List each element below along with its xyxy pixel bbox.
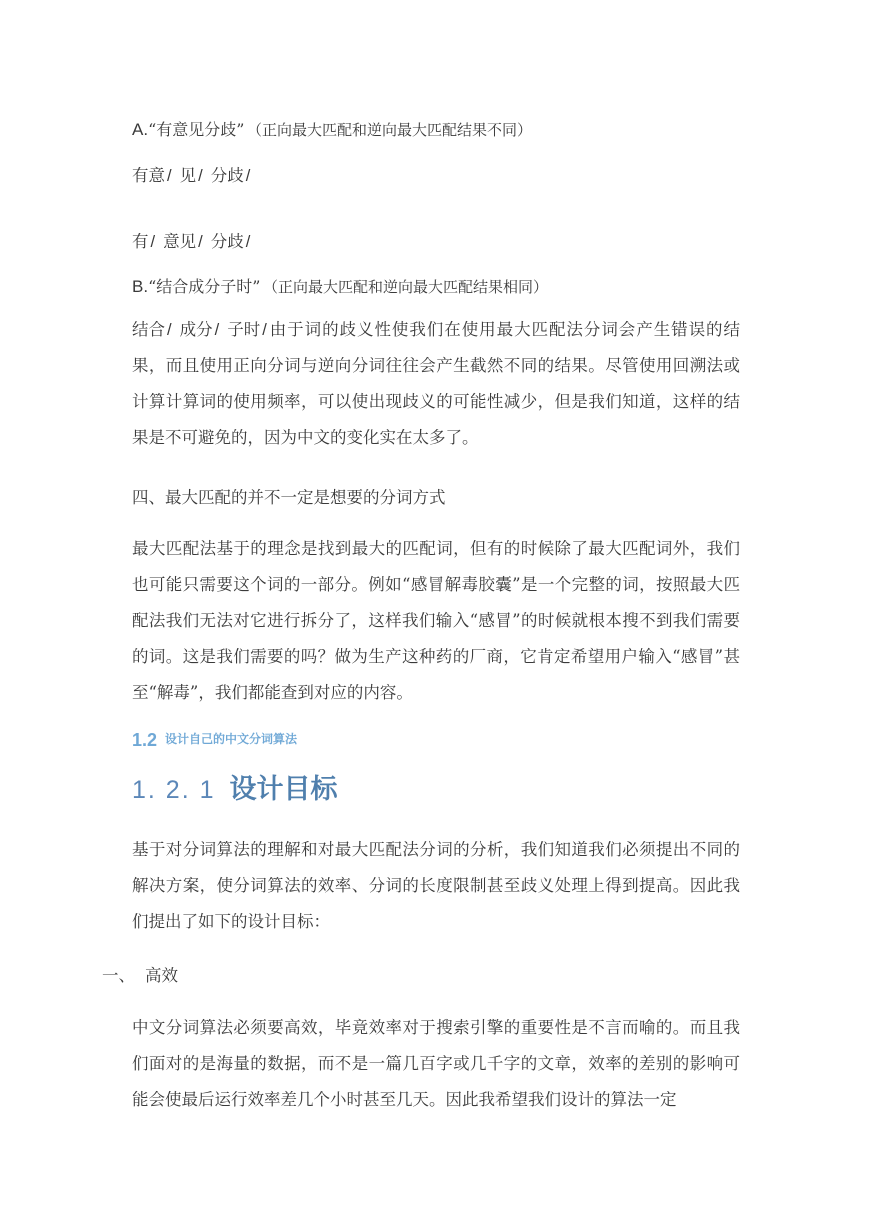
segment-slash: / [245, 167, 251, 185]
segment-word: 成分 [179, 320, 213, 339]
segment-slash: / [167, 321, 172, 339]
example-a-quote: “有意见分歧” [148, 120, 245, 139]
example-b-quote: “结合成分子时” [148, 277, 261, 296]
example-a-title [132, 117, 532, 140]
segment-word: 分歧 [210, 232, 244, 251]
segment-word: 分歧 [210, 166, 244, 185]
heading-1-2-1-number: 1. 2. 1 [132, 776, 216, 804]
segment-slash: / [245, 233, 251, 251]
ambiguity-text: 由于词的歧义性使我们在使用最大匹配法分词会产生错误的结果，而且使用正向分词与逆向分词往往会产生截然不同的结果。尽管使用回溯法或计算计算词的使用频率，可以使出现歧义的可能性减少，但是我们知道，这样的结果是不可避免的，因为中文的变化实在太多了。 [132, 320, 740, 447]
segment-slash: / [214, 321, 220, 339]
section-four-paragraph: 最大匹配法基于的理念是找到最大的匹配词，但有的时候除了最大匹配词外，我们也可能只需要这个词的一部分。例如“感冒解毒胶囊”是一个完整的词，按照最大匹配法我们无法对它进行拆分了，这样我们输入“感冒”的时候就根本搜不到我们需要的词。这是我们需要的吗？做为生产这种药的厂商，它肯定希望用户输入“感冒”甚至“解毒”，我们都能查到对应的内容。 [132, 539, 740, 702]
example-a-forward-segmentation [132, 162, 258, 186]
segment-slash: / [167, 167, 172, 185]
heading-1-2-text: 设计自己的中文分词算法 [165, 732, 298, 746]
list-item-text: 高效 [145, 966, 178, 985]
segment-word: 有意 [132, 166, 165, 185]
example-a-note: （正向最大匹配和逆向最大匹配结果不同） [254, 121, 532, 139]
segment-slash: / [198, 167, 203, 185]
example-b-title [132, 274, 548, 297]
efficiency-paragraph: 中文分词算法必须要高效，毕竟效率对于搜索引擎的重要性是不言而喻的。而且我们面对的是海量的数据，而不是一篇几百字或几千字的文章，效率的差别的影响可能会使最后运行效率差几个小时甚至几天。因此我希望我们设计的算法一定 [132, 1018, 740, 1109]
heading-1-2-1-text: 设计目标 [229, 774, 338, 804]
segment-slash: / [150, 233, 156, 251]
segment-word: 见 [179, 166, 197, 185]
segment-slash: / [262, 321, 267, 339]
example-a-letter: A. [132, 120, 149, 139]
heading-1-2 [132, 730, 297, 751]
segment-word: 子时 [227, 320, 261, 339]
example-a-backward-segmentation [132, 228, 258, 252]
list-item-efficiency [102, 962, 178, 986]
segment-word: 有 [132, 232, 149, 251]
heading-1-2-1 [132, 767, 338, 806]
segment-slash: / [198, 233, 203, 251]
ambiguity-paragraph [132, 312, 740, 456]
section-four-title: 四、最大匹配的并不一定是想要的分词方式 [132, 488, 446, 507]
segment-word: 结合 [132, 320, 165, 339]
example-b-note: （正向最大匹配和逆向最大匹配结果相同） [270, 278, 548, 296]
segment-word: 意见 [163, 232, 197, 251]
list-marker: 一、 [102, 966, 135, 985]
goals-paragraph: 基于对分词算法的理解和对最大匹配法分词的分析，我们知道我们必须提出不同的解决方案，使分词算法的效率、分词的长度限制甚至歧义处理上得到提高。因此我们提出了如下的设计目标： [132, 840, 740, 931]
heading-1-2-number: 1.2 [132, 730, 158, 750]
example-b-letter: B. [132, 277, 149, 296]
